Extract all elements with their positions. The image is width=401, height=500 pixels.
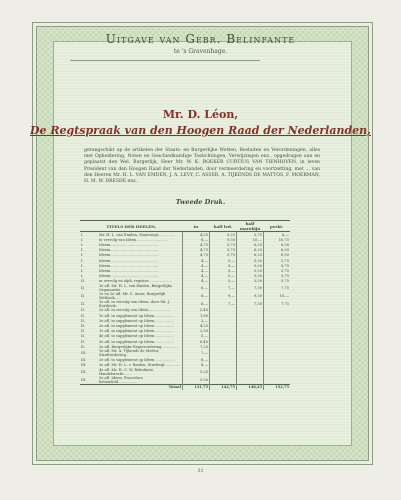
row-price: 4,—	[183, 263, 210, 268]
work-description: gerangschikt op de artikelen der Staats- en Burgerlijke Wetten, Besluiten en Verordeningen, alles met Opheldering, Noten en Geschiedkundige Toelichtingen, Verwijzingen enz., opgedragen aan en geplaatst den Wel. Burgerlijk, Heer Mr. W. K. BOEKER CURTIUS VAN TIENHOVEN, in leven President van den Hoogen Raad der Nederlanden, door vermeerdering en voortzetting, met ... van den Heeren Mr. H. L. VAN EMDEN, J. A. LEVY, C. ASSER, A. TIJKENDS DE MATTOS, F. MOERMAN, H. M. W. DRESDE enz.	[84, 148, 320, 185]
row-price: 6,50	[264, 242, 291, 247]
row-price: 7,75	[264, 300, 291, 308]
row-volume: I.	[81, 248, 84, 253]
row-volume: II.	[81, 279, 85, 284]
row-price: 4,75	[183, 242, 210, 247]
row-price: 4,—	[183, 258, 210, 263]
row-price: 5,25	[210, 232, 237, 238]
row-price	[237, 368, 264, 376]
row-title: 2e afl. Burgerlijke Regtsvordering................	[99, 344, 180, 349]
row-price: 8,—	[183, 363, 210, 368]
row-price: 6,—	[264, 232, 291, 238]
row-volume: I.	[81, 232, 84, 237]
row-price: 8,—	[183, 292, 210, 300]
row-price: 6,25	[237, 242, 264, 247]
row-price: 3,—	[183, 318, 210, 323]
row-volume: II.	[81, 324, 85, 329]
row-title: Ideem..........................................	[99, 263, 159, 268]
row-price: 10,—	[237, 237, 264, 242]
row-title: 4e afl. in supplement op Ideen.................	[99, 334, 174, 339]
row-title: in vervolg en alph. register.....................	[99, 279, 173, 284]
row-price: 5,40	[183, 308, 210, 313]
row-price: 10,75	[264, 237, 291, 242]
total-perkt: 152,75	[264, 384, 291, 390]
total-row	[80, 384, 290, 390]
row-volume: I.	[81, 258, 84, 263]
row-price: 7,—	[183, 349, 210, 357]
table-row	[80, 300, 290, 308]
page-number: 31	[197, 468, 204, 474]
row-price: 5,50	[183, 376, 210, 385]
row-price: 6,25	[237, 253, 264, 258]
table-row	[80, 284, 290, 292]
publisher-place: te 's Gravenhage.	[173, 48, 228, 55]
row-price: 1,60	[183, 313, 210, 318]
row-title: Ideem..........................................	[99, 258, 159, 263]
row-price: 5,75	[264, 263, 291, 268]
row-price	[237, 349, 264, 357]
row-price: 5,50	[237, 274, 264, 279]
row-volume: III.	[81, 369, 87, 374]
table-row	[80, 376, 290, 385]
row-price	[264, 368, 291, 376]
row-volume: II.	[81, 344, 85, 349]
row-title: Mr. H. L. van Emden, Staatsregt...............	[99, 232, 176, 237]
row-title: 2e afl. in vervolg van Ideen...................	[99, 308, 171, 313]
row-volume: I.	[81, 268, 84, 273]
row-price: 6,25	[237, 248, 264, 253]
row-volume: II.	[81, 285, 85, 290]
row-price: 7,50	[237, 300, 264, 308]
row-title: 5e afl. in supplement op Ideen.................	[99, 339, 174, 344]
row-volume: III.	[81, 377, 87, 382]
ornament-rule	[70, 60, 260, 61]
author-name: Mr. D. Léon,	[162, 108, 239, 121]
row-title: 2e en 3e afl. Mr. C. Asser, Burgerlijk Wetboek.....	[99, 291, 166, 300]
row-title: 1e afl. in supplement op Ideen.................	[99, 313, 174, 318]
row-price: 7,50	[237, 284, 264, 292]
row-title: 4e afl. Mr. H. C. W. Belinfante, Handelsrecht.......	[99, 367, 155, 376]
total-label: Totaal	[98, 384, 183, 390]
row-volume: II.	[81, 329, 85, 334]
row-price: 5,—	[210, 268, 237, 273]
row-price: 9,—	[210, 292, 237, 300]
row-price: 5,75	[210, 248, 237, 253]
price-table	[80, 221, 290, 390]
row-volume: II.	[81, 301, 85, 306]
row-price: 5,75	[264, 274, 291, 279]
row-volume: II.	[81, 293, 85, 298]
col-header-half-led: half led.	[210, 221, 237, 232]
row-price: 5,75	[264, 279, 291, 284]
row-title: 2e afl. in supplement op Ideen.................	[99, 324, 174, 329]
row-price: 7,—	[210, 300, 237, 308]
row-volume: II.	[81, 318, 85, 323]
table-row	[80, 292, 290, 300]
row-price: 5,50	[237, 263, 264, 268]
row-volume: III.	[81, 351, 87, 356]
table-body	[80, 232, 290, 385]
row-title: 1e afl. Mr. A. Tijkends de Mattos, Strafvordering..	[99, 349, 160, 358]
row-volume: II.	[81, 313, 85, 318]
row-price: 5,50	[237, 268, 264, 273]
row-price: 5,75	[264, 268, 291, 273]
row-volume: II.	[81, 334, 85, 339]
table-row	[80, 349, 290, 357]
table-header-row	[80, 221, 290, 232]
row-price: 6,—	[183, 300, 210, 308]
row-price: 7,—	[210, 284, 237, 292]
row-price: 10,—	[264, 292, 291, 300]
total-in: 131,75	[183, 384, 210, 390]
edition-label: Tweede Druk.	[175, 198, 226, 206]
row-volume: I.	[81, 237, 84, 242]
row-title: 3e afl. Mr. H. L. v. Emden, Strafregt..............	[99, 363, 181, 368]
row-price: 6,50	[264, 248, 291, 253]
row-title: in vervolg van Ideen...........................	[99, 237, 168, 242]
row-price: 7,25	[183, 344, 210, 349]
total-half-marokijn: 148,25	[237, 384, 264, 390]
row-price: 8,—	[183, 357, 210, 362]
row-title: Ideem..........................................	[99, 248, 159, 253]
row-title: 1e afl. in supplement op Ideen.................	[99, 329, 174, 334]
price-table-wrap	[80, 220, 290, 431]
row-price	[264, 349, 291, 357]
work-title: De Regtspraak van den Hoogen Raad der Nederlanden,	[30, 124, 371, 137]
publisher-heading: Uitgave van Gebr. Belinfante	[105, 32, 296, 46]
row-price	[210, 368, 237, 376]
row-title: Ideem..........................................	[99, 242, 159, 247]
row-price: 5,75	[210, 253, 237, 258]
row-price: 5,25	[183, 368, 210, 376]
row-volume: I.	[81, 274, 84, 279]
row-price: 4,75	[183, 248, 210, 253]
row-title: 3e afl. Mr. H. L. van Emden, Burgerlijke Organisatie	[99, 283, 172, 292]
row-price: 6,50	[264, 253, 291, 258]
row-title: 3e afl. in supplement op Ideen.................	[99, 318, 174, 323]
row-price: 8,—	[183, 237, 210, 242]
row-price: 5,—	[210, 274, 237, 279]
row-price: 5,75	[264, 258, 291, 263]
row-price: 5,—	[183, 334, 210, 339]
row-volume: I.	[81, 242, 84, 247]
total-half-led: 142,75	[210, 384, 237, 390]
row-volume: II.	[81, 308, 85, 313]
row-title: 5e afl. Ideen, Procedure behandeld.................	[99, 375, 143, 384]
row-volume: II.	[81, 339, 85, 344]
row-price: 5,50	[237, 279, 264, 284]
row-price: 2,50	[183, 329, 210, 334]
col-header-in: in	[183, 221, 210, 232]
row-price: 4,—	[183, 279, 210, 284]
row-price: 5,75	[210, 242, 237, 247]
row-title: Ideem..........................................	[99, 274, 159, 279]
row-price: 5,75	[237, 232, 264, 238]
row-price: 5,—	[210, 258, 237, 263]
row-price	[210, 349, 237, 357]
col-header-perkt: perkt.	[264, 221, 291, 232]
row-volume: III.	[81, 357, 87, 362]
row-price: 4,25	[183, 323, 210, 328]
row-volume: I.	[81, 263, 84, 268]
row-price	[264, 376, 291, 385]
row-price: 6,—	[183, 284, 210, 292]
row-price: 6,40	[183, 339, 210, 344]
row-volume: III.	[81, 363, 87, 368]
row-price: 5,50	[237, 258, 264, 263]
row-price: 4,25	[183, 232, 210, 238]
row-volume: I.	[81, 253, 84, 258]
row-price: 9,50	[237, 292, 264, 300]
row-price: 4,—	[183, 268, 210, 273]
row-price: 9,50	[210, 237, 237, 242]
table-row	[80, 368, 290, 376]
col-header-half-marokijn: half marokijn	[237, 221, 264, 232]
table-heading: TITELS DER DEELEN.	[80, 221, 183, 232]
row-price	[210, 376, 237, 385]
row-price: 4,75	[183, 253, 210, 258]
row-price: 7,75	[264, 284, 291, 292]
row-title: Ideem..........................................	[99, 253, 159, 258]
row-price	[237, 376, 264, 385]
row-title: 2e afl. in supplement op Ideen..................	[99, 357, 175, 362]
row-price: 5,—	[210, 263, 237, 268]
row-price: 4,—	[183, 274, 210, 279]
row-title: Ideem..........................................	[99, 268, 159, 273]
row-price: 5,—	[210, 279, 237, 284]
row-title: 1e afl. in vervolg van Ideen, door Mr. J. Kortbeek..	[99, 299, 170, 308]
